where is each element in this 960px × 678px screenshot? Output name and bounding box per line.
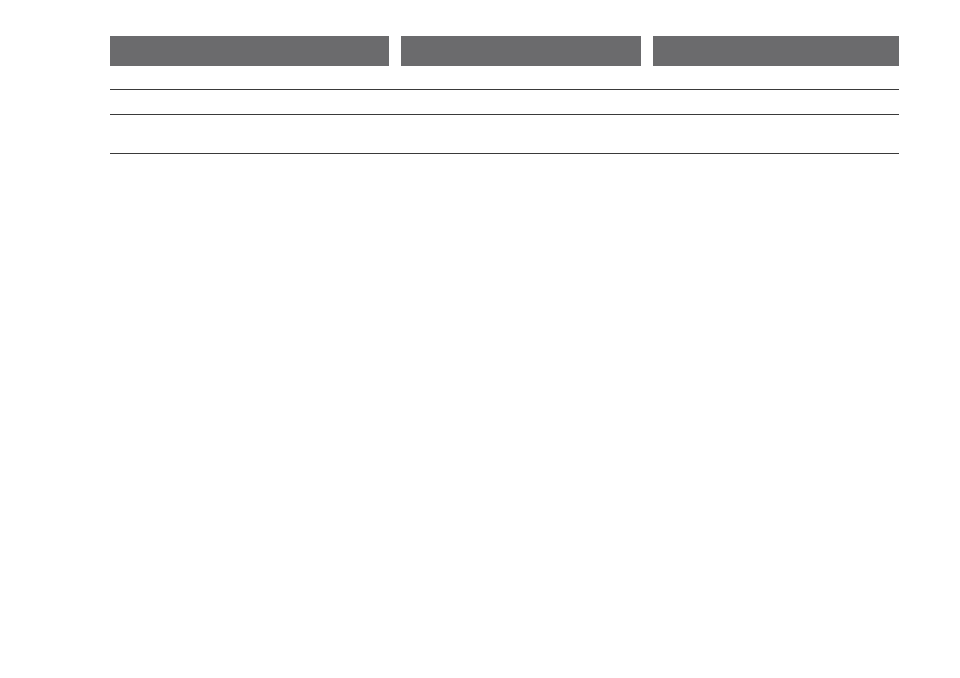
mode-label (521, 66, 647, 90)
table-row (110, 114, 899, 153)
mode-label (395, 66, 521, 90)
cell-engine-2 (647, 114, 899, 153)
header-engine-1 (395, 36, 647, 66)
row-label (110, 90, 395, 114)
table-header (110, 36, 899, 66)
mode-label (647, 66, 773, 90)
cell-engine-1 (395, 114, 647, 153)
spec-table (110, 36, 899, 154)
header-engine-2 (647, 36, 899, 66)
modes-row (110, 66, 899, 90)
row-label (110, 114, 395, 153)
cell-engine-2 (647, 90, 899, 114)
cell-engine-1 (395, 90, 647, 114)
header-general (110, 36, 395, 66)
mode-label (773, 66, 899, 90)
table-row (110, 90, 899, 114)
